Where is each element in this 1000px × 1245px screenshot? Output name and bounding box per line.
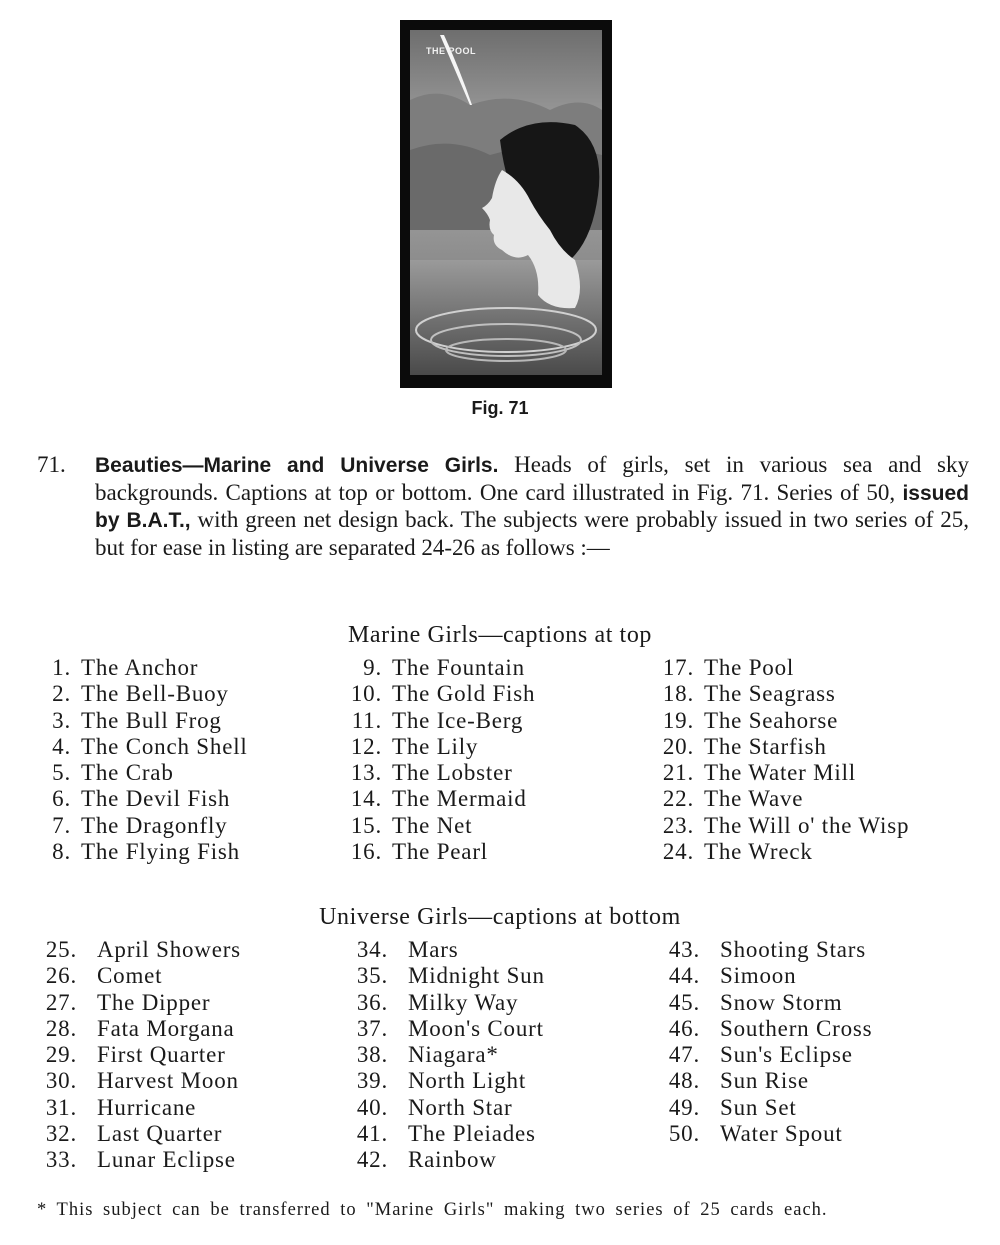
entry-text-1: Heads of girls, set in various sea and sky backgrounds. Captions at top or bottom. One card illustrated in Fig. 71. Series of 50,: [95, 452, 970, 505]
universe-heading: Universe Girls—captions at bottom: [319, 904, 681, 930]
list-item: [348, 963, 545, 989]
item-title: Fata Morgana: [97, 1015, 235, 1041]
item-title: The Water Mill: [704, 760, 856, 786]
list-item: [348, 1016, 545, 1042]
item-number: 4.: [52, 733, 71, 759]
item-number: 15.: [350, 812, 382, 838]
list-item: [37, 1016, 241, 1042]
item-number: 31.: [45, 1094, 77, 1120]
item-number: 41.: [356, 1121, 388, 1147]
item-title: The Starfish: [704, 733, 827, 759]
item-title: The Net: [392, 812, 473, 838]
list-item: [348, 708, 535, 734]
list-item: [37, 708, 248, 734]
item-title: First Quarter: [97, 1042, 226, 1068]
list-item: [660, 760, 909, 786]
universe-column-2: [348, 937, 545, 1174]
item-title: Southern Cross: [720, 1015, 873, 1041]
item-title: The Bell-Buoy: [81, 681, 229, 707]
item-title: The Fountain: [392, 655, 525, 680]
list-item: [348, 681, 535, 707]
entry-issuer: issued by B.A.T.,: [95, 481, 969, 532]
list-item: [37, 760, 248, 786]
list-item: [348, 813, 535, 839]
item-title: North Light: [408, 1068, 527, 1094]
item-title: Lunar Eclipse: [97, 1147, 236, 1173]
item-title: The Anchor: [81, 655, 199, 680]
list-item: [348, 655, 535, 681]
item-number: 45.: [668, 989, 700, 1015]
item-number: 11.: [351, 707, 382, 733]
footnote: * This subject can be transferred to "Marine Girls" making two series of 25 cards each.: [37, 1200, 828, 1220]
list-item: [660, 990, 872, 1016]
item-number: 2.: [52, 681, 71, 707]
item-title: The Pool: [704, 655, 795, 680]
item-number: 21.: [662, 760, 694, 786]
item-title: Hurricane: [97, 1094, 197, 1120]
list-item: [348, 1042, 545, 1068]
list-item: [660, 813, 909, 839]
girl-portrait-image: [410, 30, 602, 375]
item-number: 29.: [45, 1042, 77, 1068]
item-title: Shooting Stars: [720, 937, 867, 962]
list-item: [37, 786, 248, 812]
item-number: 33.: [45, 1147, 77, 1173]
list-item: [37, 1068, 241, 1094]
item-number: 24.: [662, 839, 694, 865]
item-title: The Will o' the Wisp: [704, 812, 910, 838]
list-item: [37, 655, 248, 681]
item-title: Niagara*: [408, 1042, 499, 1068]
item-number: 17.: [662, 655, 694, 680]
marine-column-3: [660, 655, 909, 865]
marine-column-2: [348, 655, 535, 865]
list-item: [660, 1121, 872, 1147]
item-number: 5.: [52, 760, 71, 786]
item-number: 48.: [668, 1068, 700, 1094]
item-number: 27.: [45, 989, 77, 1015]
universe-column-3: [660, 937, 872, 1147]
list-item: [660, 1068, 872, 1094]
entry-paragraph: [37, 452, 969, 561]
item-title: The Pearl: [392, 839, 488, 865]
item-title: The Devil Fish: [81, 786, 231, 812]
figure-label: Fig. 71: [471, 398, 529, 418]
list-item: [660, 786, 909, 812]
item-number: 25.: [45, 937, 77, 962]
list-item: [37, 1042, 241, 1068]
item-number: 43.: [668, 937, 700, 962]
item-title: The Lily: [392, 733, 479, 759]
item-title: Moon's Court: [408, 1015, 544, 1041]
list-item: [37, 963, 241, 989]
item-title: North Star: [408, 1094, 513, 1120]
list-item: [37, 1147, 241, 1173]
list-item: [37, 681, 248, 707]
item-number: 40.: [356, 1094, 388, 1120]
list-item: [37, 990, 241, 1016]
item-title: The Conch Shell: [81, 733, 248, 759]
item-number: 47.: [668, 1042, 700, 1068]
item-number: 34.: [356, 937, 388, 962]
item-number: 32.: [45, 1121, 77, 1147]
item-title: Water Spout: [720, 1121, 843, 1147]
item-number: 7.: [52, 812, 71, 838]
list-item: [37, 813, 248, 839]
list-item: [37, 1095, 241, 1121]
item-title: Last Quarter: [97, 1121, 223, 1147]
list-item: [660, 655, 909, 681]
item-number: 42.: [356, 1147, 388, 1173]
list-item: [660, 963, 872, 989]
item-title: The Seagrass: [704, 681, 836, 707]
item-title: The Bull Frog: [81, 707, 222, 733]
item-title: The Gold Fish: [392, 681, 536, 707]
item-title: Simoon: [720, 963, 797, 989]
list-item: [660, 708, 909, 734]
item-title: The Mermaid: [392, 786, 527, 812]
card-caption: THE POOL: [426, 46, 477, 56]
item-title: Mars: [408, 937, 459, 962]
item-number: 18.: [662, 681, 694, 707]
item-number: 13.: [350, 760, 382, 786]
entry-number: 71.: [37, 452, 66, 477]
universe-column-1: [37, 937, 241, 1174]
item-title: Rainbow: [408, 1147, 497, 1173]
item-number: 44.: [668, 963, 700, 989]
list-item: [348, 1068, 545, 1094]
item-number: 28.: [45, 1015, 77, 1041]
list-item: [37, 937, 241, 963]
item-title: The Wave: [704, 786, 804, 812]
item-title: Sun Set: [720, 1094, 797, 1120]
list-item: [37, 839, 248, 865]
item-number: 35.: [356, 963, 388, 989]
list-item: [348, 1095, 545, 1121]
card-figure: [400, 20, 612, 388]
item-title: Sun Rise: [720, 1068, 809, 1094]
item-number: 10.: [350, 681, 382, 707]
card-illustration: [410, 30, 602, 375]
item-title: Harvest Moon: [97, 1068, 239, 1094]
list-item: [37, 734, 248, 760]
item-title: Milky Way: [408, 989, 519, 1015]
item-title: April Showers: [97, 937, 241, 962]
entry-body: [95, 452, 969, 561]
item-number: 50.: [668, 1121, 700, 1147]
item-number: 9.: [363, 655, 382, 680]
list-item: [348, 760, 535, 786]
item-number: 23.: [662, 812, 694, 838]
list-item: [660, 1095, 872, 1121]
item-number: 46.: [668, 1015, 700, 1041]
item-title: Sun's Eclipse: [720, 1042, 853, 1068]
item-title: The Pleiades: [408, 1121, 536, 1147]
entry-title: Beauties—Marine and Universe Girls.: [95, 454, 499, 477]
item-title: The Dipper: [97, 989, 211, 1015]
list-item: [348, 1147, 545, 1173]
item-number: 14.: [350, 786, 382, 812]
list-item: [660, 937, 872, 963]
item-title: The Crab: [81, 760, 174, 786]
list-item: [348, 786, 535, 812]
item-number: 39.: [356, 1068, 388, 1094]
item-number: 1.: [52, 655, 71, 680]
marine-column-1: [37, 655, 248, 865]
item-title: The Seahorse: [704, 707, 839, 733]
list-item: [348, 734, 535, 760]
list-item: [348, 1121, 545, 1147]
list-item: [660, 1016, 872, 1042]
item-title: Midnight Sun: [408, 963, 545, 989]
list-item: [660, 681, 909, 707]
item-number: 36.: [356, 989, 388, 1015]
item-number: 12.: [350, 733, 382, 759]
list-item: [660, 734, 909, 760]
item-number: 8.: [52, 839, 71, 865]
marine-heading: Marine Girls—captions at top: [347, 622, 653, 648]
item-title: Snow Storm: [720, 989, 843, 1015]
item-title: The Dragonfly: [81, 812, 228, 838]
item-number: 38.: [356, 1042, 388, 1068]
item-number: 19.: [662, 707, 694, 733]
item-number: 16.: [350, 839, 382, 865]
item-number: 3.: [52, 707, 71, 733]
item-title: The Lobster: [392, 760, 513, 786]
item-number: 6.: [52, 786, 71, 812]
list-item: [37, 1121, 241, 1147]
item-number: 22.: [662, 786, 694, 812]
entry-text-2: with green net design back. The subjects were probably issued in two series of 25, but for ease in listing are separated 24-26 as follows :—: [95, 507, 969, 560]
list-item: [660, 1042, 872, 1068]
item-number: 49.: [668, 1094, 700, 1120]
item-number: 20.: [662, 733, 694, 759]
item-title: The Ice-Berg: [392, 707, 524, 733]
list-item: [348, 990, 545, 1016]
list-item: [348, 839, 535, 865]
item-number: 26.: [45, 963, 77, 989]
item-title: Comet: [97, 963, 163, 989]
item-number: 30.: [45, 1068, 77, 1094]
item-title: The Wreck: [704, 839, 813, 865]
list-item: [348, 937, 545, 963]
list-item: [660, 839, 909, 865]
item-number: 37.: [356, 1015, 388, 1041]
item-title: The Flying Fish: [81, 839, 240, 865]
